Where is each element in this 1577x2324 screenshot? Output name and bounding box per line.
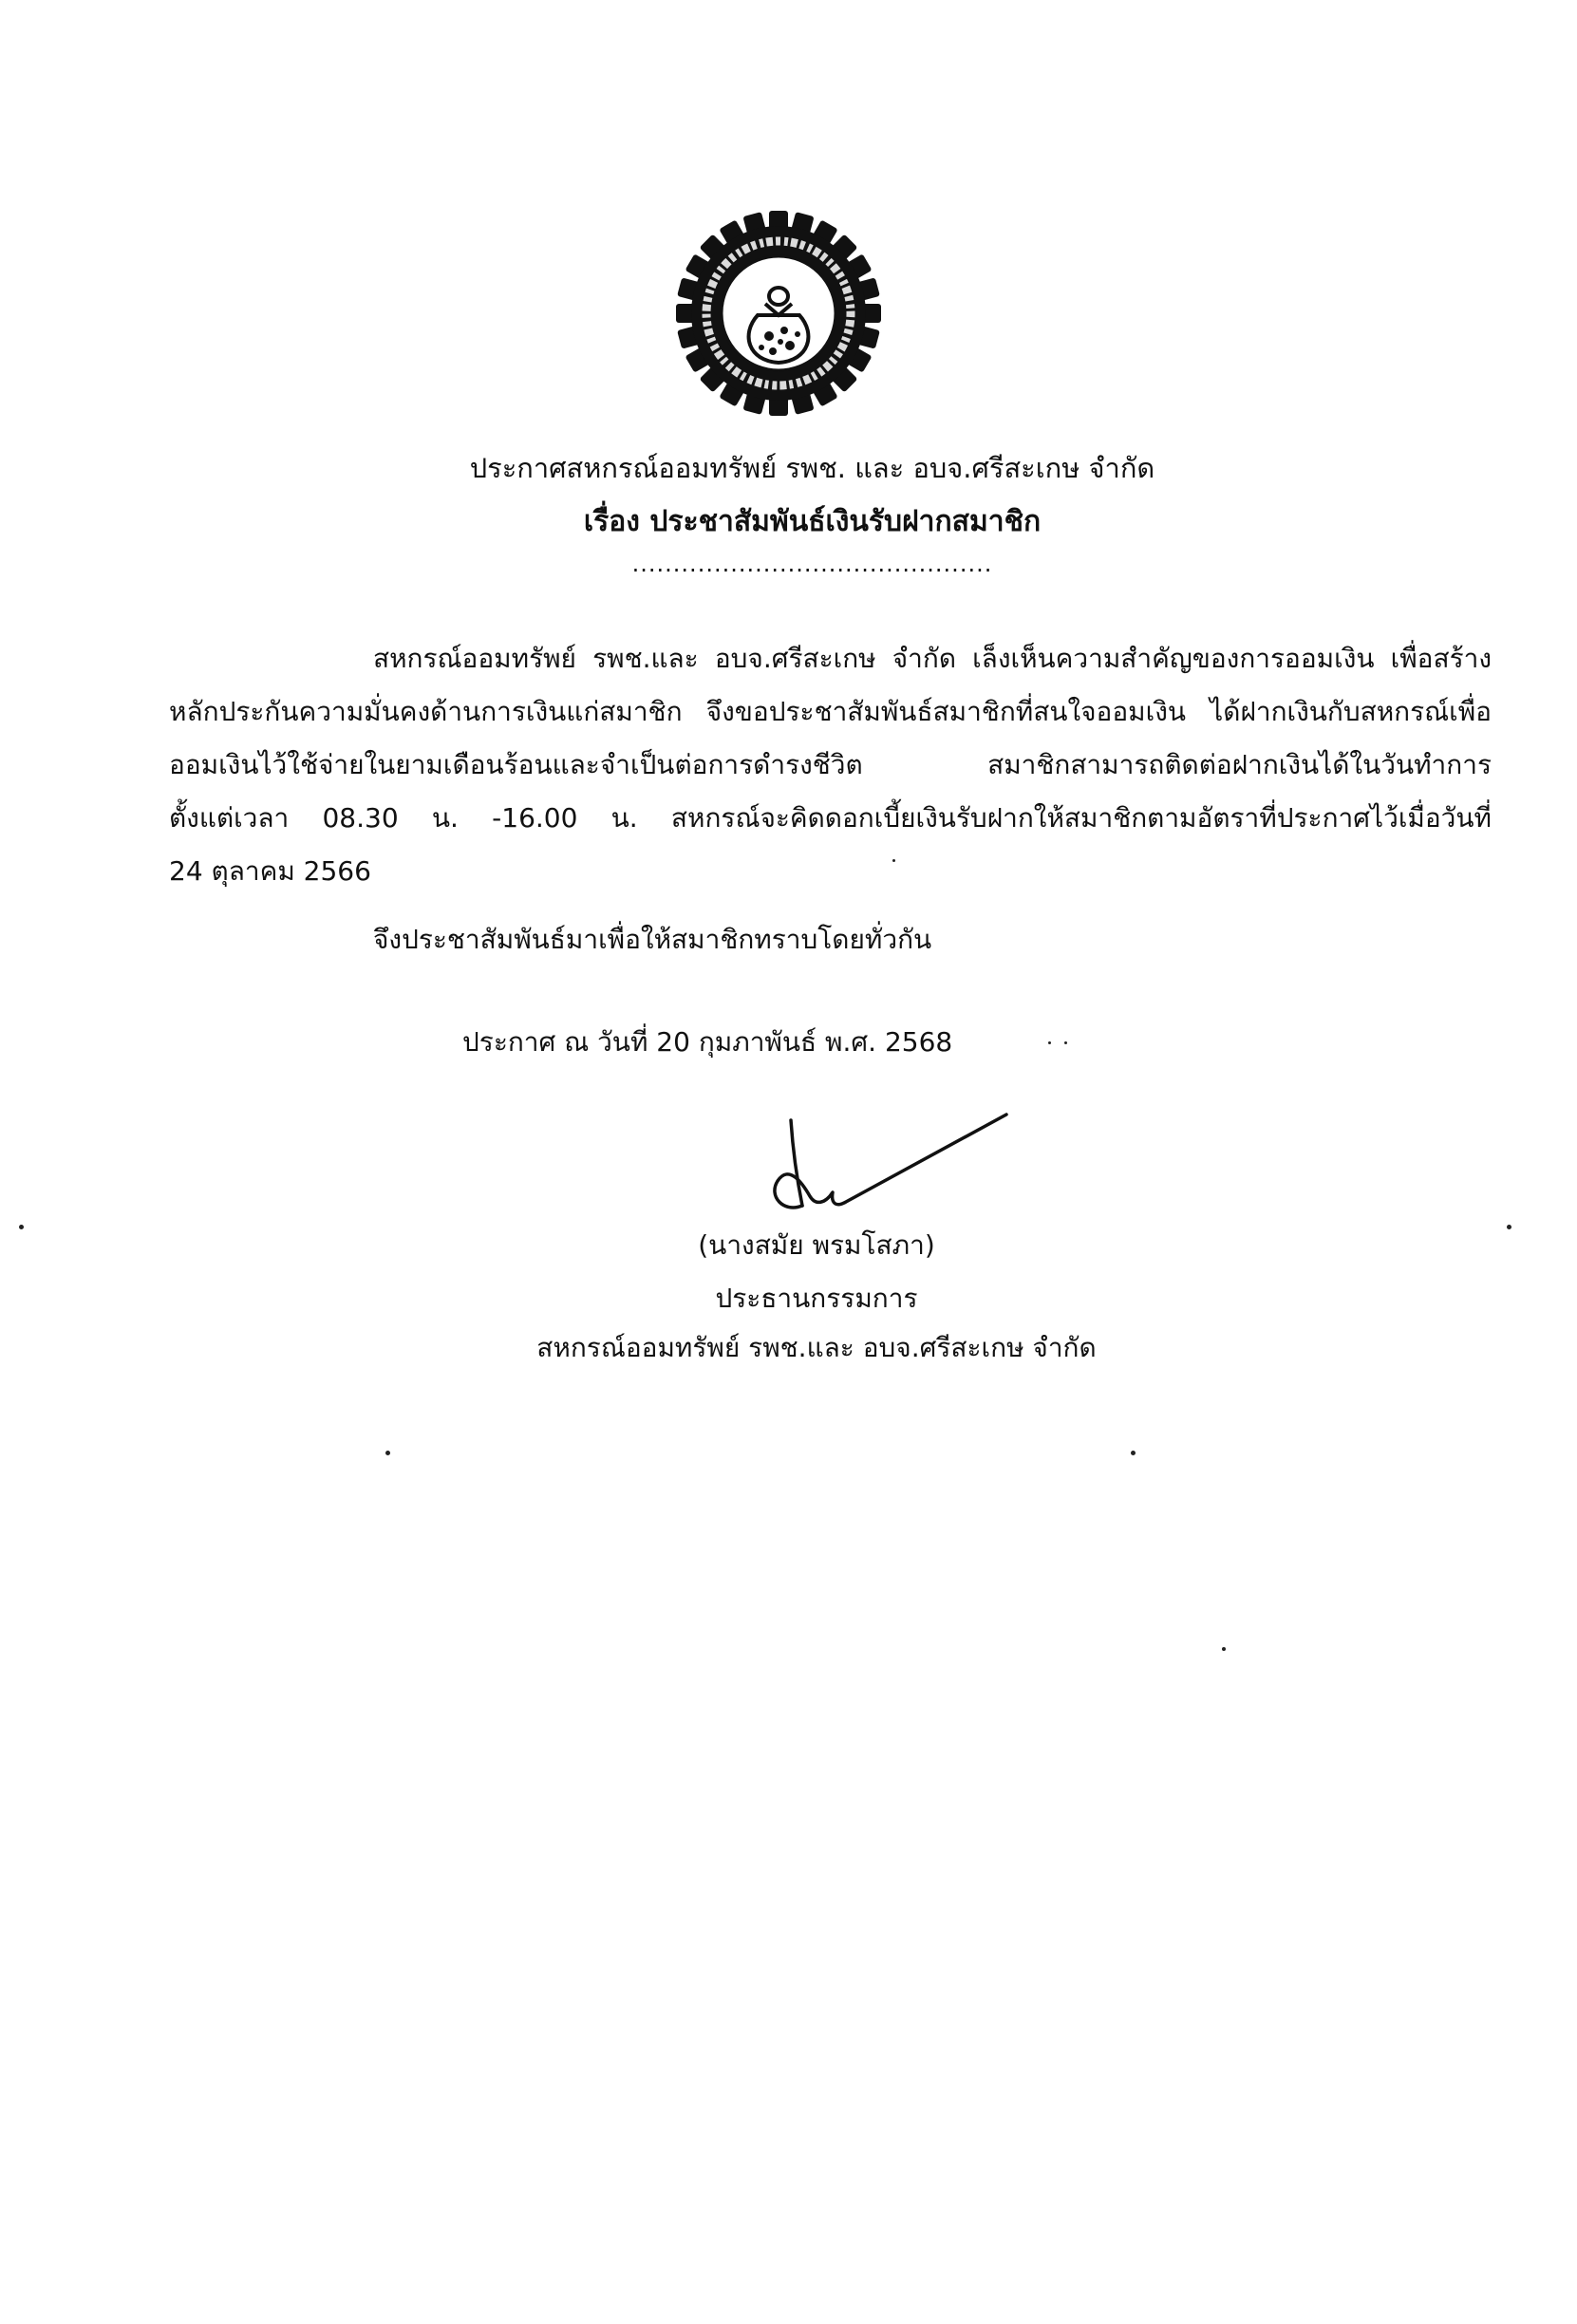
closing-statement: จึงประชาสัมพันธ์มาเพื่อให้สมาชิกทราบโดยทั่วกัน (373, 924, 932, 955)
scan-speck (892, 859, 895, 862)
body-line: สหกรณ์ออมทรัพย์ รพช.และ อบจ.ศรีสะเกษ จำกัด เล็งเห็นความสำคัญของการออมเงิน เพื่อสร้าง (373, 643, 1492, 674)
announcement-subject: เรื่อง ประชาสัมพันธ์เงินรับฝากสมาชิก (583, 505, 1042, 538)
dotted-divider: ............................................ (631, 551, 993, 577)
scan-speck (1064, 1041, 1067, 1044)
cooperative-seal-icon (674, 209, 883, 418)
announcement-title: ประกาศสหกรณ์ออมทรัพย์ รพช. และ อบจ.ศรีสะเกษ จำกัด (469, 452, 1155, 484)
announcement-date: ประกาศ ณ วันที่ 20 กุมภาพันธ์ พ.ศ. 2568 (462, 1026, 953, 1058)
body-line: 24 ตุลาคม 2566 (169, 855, 371, 887)
signatory-organization: สหกรณ์ออมทรัพย์ รพช.และ อบจ.ศรีสะเกษ จำกัด (536, 1332, 1097, 1363)
scan-speck (1048, 1041, 1051, 1044)
signatory-position: ประธานกรรมการ (715, 1283, 918, 1314)
body-line: ตั้งแต่เวลา 08.30 น. -16.00 น. สหกรณ์จะคิดดอกเบี้ยเงินรับฝากให้สมาชิกตามอัตราที่ประกาศไว้เมื่อวันที่ (169, 802, 1492, 834)
scan-speck (1507, 1225, 1511, 1229)
scan-speck (1131, 1451, 1136, 1455)
handwritten-signature (764, 1101, 1011, 1225)
scan-speck (1222, 1647, 1226, 1651)
body-line: ออมเงินไว้ใช้จ่ายในยามเดือนร้อนและจำเป็นต่อการดำรงชีวิต สมาชิกสามารถติดต่อฝากเงินได้ในวันทำการ (169, 749, 1492, 780)
scan-speck (385, 1451, 390, 1455)
signatory-name: (นางสมัย พรมโสภา) (698, 1229, 935, 1261)
body-line: หลักประกันความมั่นคงด้านการเงินแก่สมาชิก จึงขอประชาสัมพันธ์สมาชิกที่สนใจออมเงิน ได้ฝากเงินกับสหกรณ์เพื่อ (169, 696, 1492, 727)
scan-speck (19, 1225, 24, 1229)
